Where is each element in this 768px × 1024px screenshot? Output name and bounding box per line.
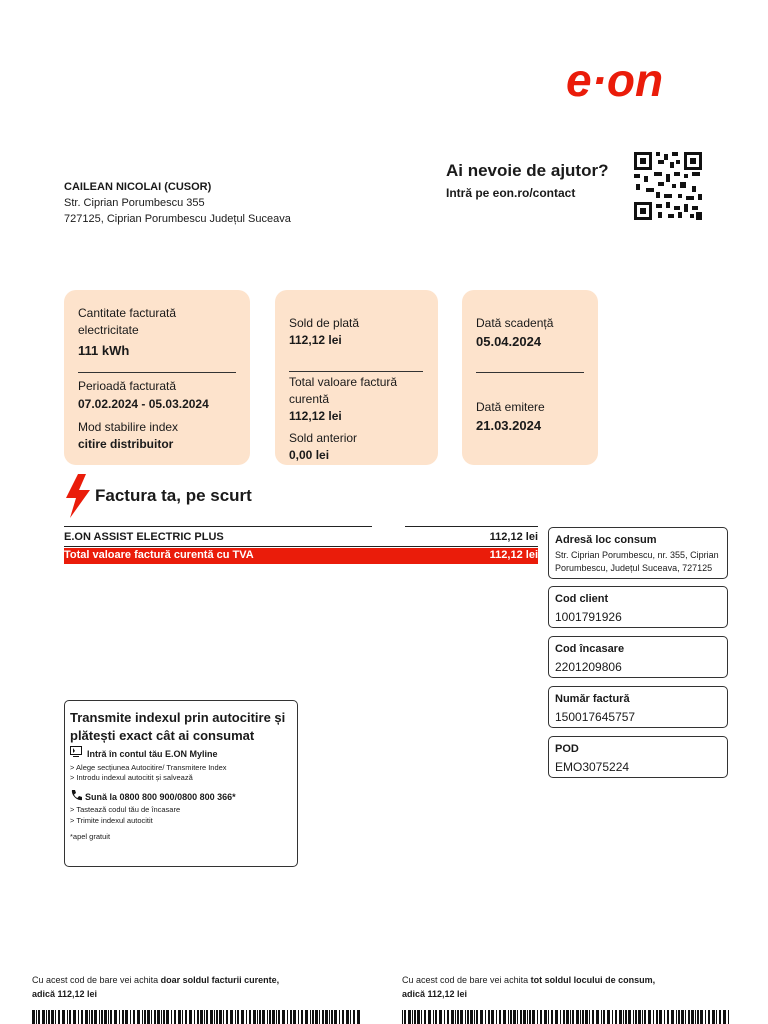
pod-title: POD (555, 743, 579, 755)
step-4: > Trimite indexul autocitit (70, 816, 153, 825)
self-reading-box (64, 700, 298, 867)
collection-code-value: 2201209806 (555, 660, 622, 674)
sold-value: 112,12 lei (289, 333, 342, 347)
sold-label: Sold de plată (289, 316, 360, 330)
address-value: Str. Ciprian Porumbescu, nr. 355, Ciprian Porumbescu, Județul Suceava, 727125 (555, 550, 719, 573)
quantity-label: Cantitate facturată electricitate (78, 306, 177, 337)
due-date-label: Dată scadență (476, 316, 554, 330)
barcode-left-amount: adică 112,12 lei (32, 989, 98, 999)
previous-balance-value: 0,00 lei (289, 448, 330, 462)
balance-card (275, 290, 438, 465)
total-vat-value: 112,12 lei (489, 549, 538, 561)
product-value: 112,12 lei (489, 531, 538, 543)
qr-code[interactable] (632, 150, 704, 222)
barcode-current-invoice (32, 1010, 362, 1024)
eon-logo (566, 58, 712, 104)
barcode-left-bold: doar soldul facturii curente, (160, 975, 280, 985)
invoice-number-value: 150017645757 (555, 710, 636, 724)
step-3: > Tastează codul tău de încasare (70, 805, 181, 814)
svg-text:e·on: e·on (566, 58, 664, 104)
lightning-icon (64, 474, 92, 518)
dates-card (462, 290, 598, 465)
free-call-note: *apel gratuit (70, 832, 111, 841)
invoice-number-title: Număr factură (555, 693, 630, 705)
step-1: > Alege secțiunea Autocitire/ Transmitere Index (70, 763, 227, 772)
help-title: Ai nevoie de ajutor? (446, 161, 609, 180)
index-mode-value: citire distribuitor (78, 437, 174, 451)
collection-code-box (548, 636, 728, 678)
address-title: Adresă loc consum (555, 534, 657, 546)
client-code-value: 1001791926 (555, 610, 622, 624)
barcode-left-pre: Cu acest cod de bare vei achita (32, 975, 161, 985)
divider (64, 526, 372, 527)
period-value: 07.02.2024 - 05.03.2024 (78, 397, 209, 411)
monitor-icon (70, 746, 82, 757)
divider (64, 546, 538, 547)
issue-date-value: 21.03.2024 (476, 418, 542, 433)
barcode-right-amount: adică 112,12 lei (402, 989, 468, 999)
period-label: Perioadă facturată (78, 379, 177, 393)
divider (78, 372, 236, 373)
issue-date-label: Dată emitere (476, 400, 545, 414)
pod-value: EMO3075224 (555, 760, 630, 774)
divider (289, 371, 423, 372)
barcode-right-pre: Cu acest cod de bare vei achita (402, 975, 531, 985)
consumption-card (64, 290, 250, 465)
index-mode-label: Mod stabilire index (78, 420, 179, 434)
summary-row-total (64, 548, 538, 564)
due-date-value: 05.04.2024 (476, 334, 542, 349)
barcode-total-balance (402, 1010, 732, 1024)
total-label: Total valoare factură curentă (289, 375, 398, 406)
divider (405, 526, 538, 527)
invoice-number-box (548, 686, 728, 728)
customer-address-line2: 727125, Ciprian Porumbescu Județul Suceava (64, 213, 291, 225)
customer-address-line1: Str. Ciprian Porumbescu 355 (64, 197, 205, 209)
barcode-right-bold: tot soldul locului de consum, (530, 975, 656, 985)
product-label: E.ON ASSIST ELECTRIC PLUS (64, 531, 224, 543)
barcode-left-text (32, 973, 362, 1001)
quantity-value: 111 kWh (78, 343, 130, 358)
total-value: 112,12 lei (289, 409, 342, 423)
previous-balance-label: Sold anterior (289, 431, 358, 445)
phone-text[interactable]: Sună la 0800 800 900/0800 800 366* (85, 792, 236, 802)
collection-code-title: Cod încasare (555, 643, 625, 655)
barcode-right-text (402, 973, 742, 1001)
phone-icon (70, 789, 83, 802)
client-code-title: Cod client (555, 593, 609, 605)
summary-title: Factura ta, pe scurt (95, 486, 252, 505)
client-code-box (548, 586, 728, 628)
consumption-address-box (548, 527, 728, 579)
self-reading-title: Transmite indexul prin autocitire și plătești exact cât ai consumat (70, 710, 286, 743)
myline-text[interactable]: Intră în contul tău E.ON Myline (87, 749, 218, 759)
total-vat-label: Total valoare factură curentă cu TVA (64, 549, 254, 561)
step-2: > Introdu indexul autocitit și salvează (70, 773, 193, 782)
help-link[interactable]: Intră pe eon.ro/contact (446, 186, 576, 200)
divider (476, 372, 584, 373)
pod-box (548, 736, 728, 778)
customer-name: CAILEAN NICOLAI (CUSOR) (64, 181, 212, 193)
